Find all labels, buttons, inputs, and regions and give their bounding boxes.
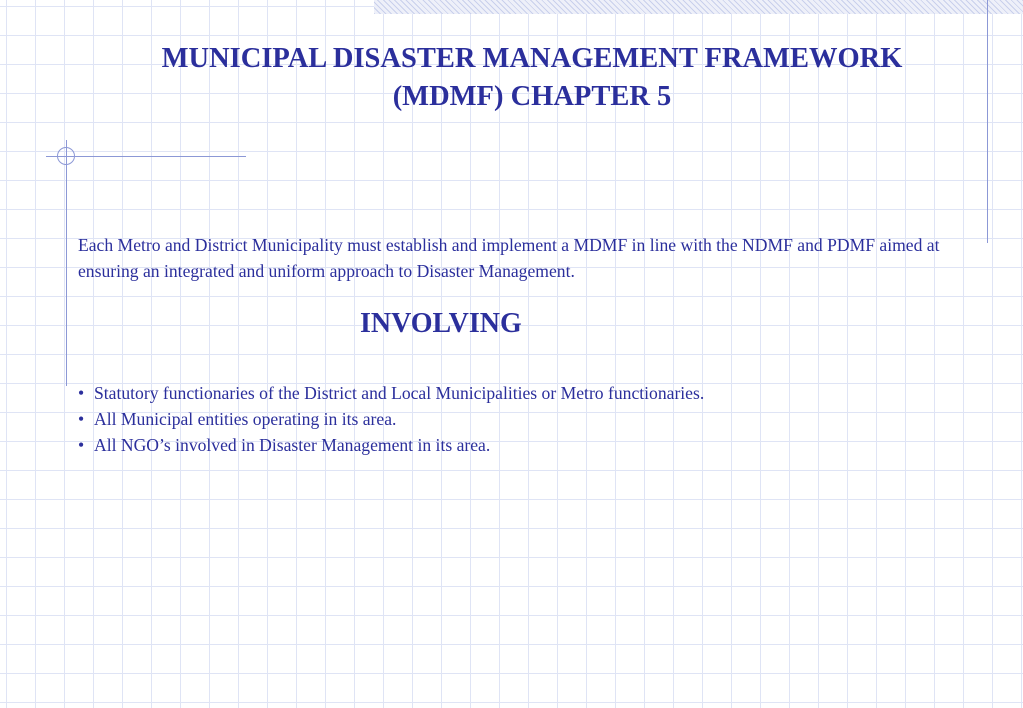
decorative-vertical-line-left	[66, 140, 67, 386]
bullet-text: Statutory functionaries of the District and Local Municipalities or Metro functionaries.	[94, 383, 705, 403]
bullet-item	[78, 380, 704, 406]
bullet-icon: •	[78, 409, 85, 429]
crosshair-circle-icon	[57, 147, 75, 165]
bullet-icon: •	[78, 383, 85, 403]
slide-title	[60, 40, 1004, 116]
section-heading: INVOLVING	[360, 308, 522, 339]
decorative-hatch-band	[374, 0, 1023, 14]
bullet-text: All NGO’s involved in Disaster Management in its area.	[94, 435, 491, 455]
bullet-text: All Municipal entities operating in its area.	[94, 409, 397, 429]
bullet-item	[78, 406, 704, 432]
decorative-horizontal-line	[46, 156, 246, 157]
bullet-list	[78, 380, 704, 458]
decorative-vertical-line-right	[987, 0, 988, 243]
bullet-item	[78, 432, 704, 458]
slide-title-line-2: (MDMF) CHAPTER 5	[392, 81, 672, 112]
intro-paragraph: Each Metro and District Municipality must establish and implement a MDMF in line with the NDMF and PDMF aimed at ensuring an integrated and uniform approach to Disaster Management.	[78, 235, 940, 281]
bullet-icon: •	[78, 435, 85, 455]
slide-title-line-1: MUNICIPAL DISASTER MANAGEMENT FRAMEWORK	[161, 43, 903, 74]
